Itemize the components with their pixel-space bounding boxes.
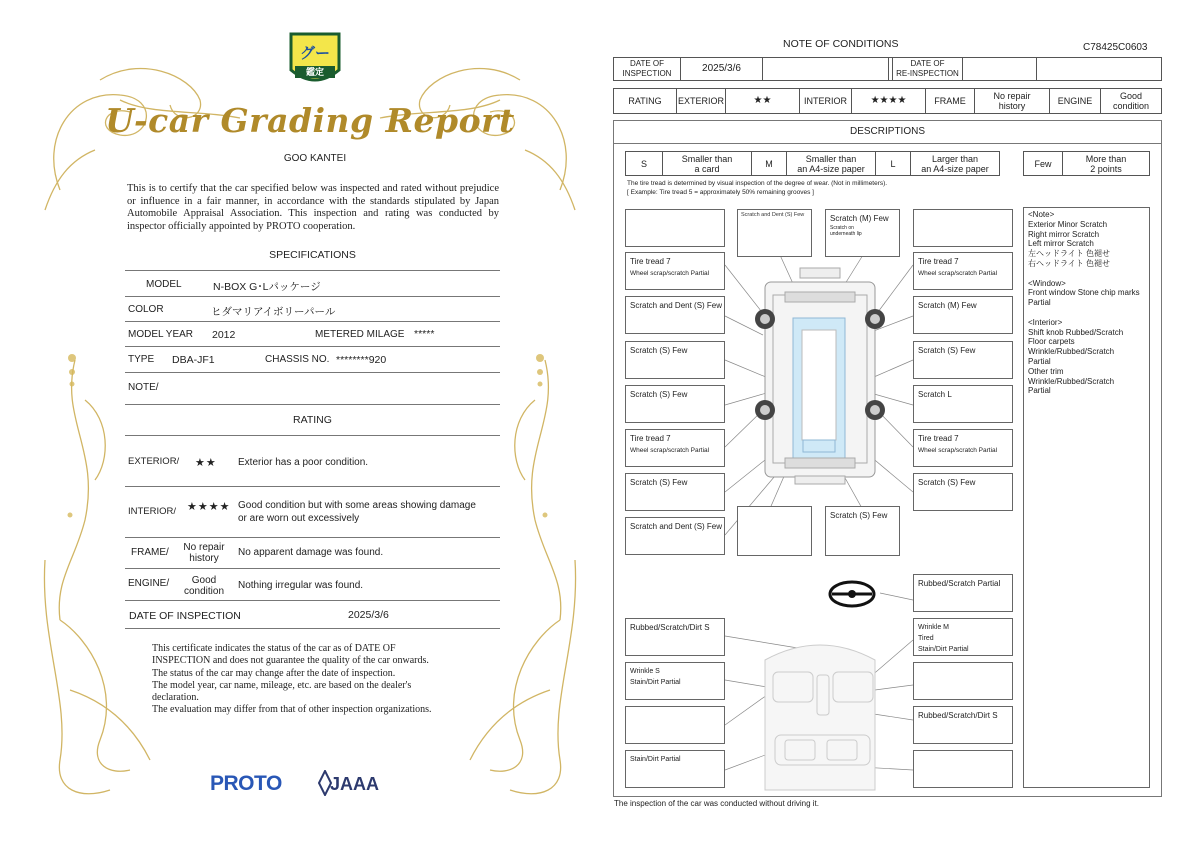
disclaimer-line: The status of the car may change after the date of inspection. — [152, 667, 396, 679]
defect-box-left-front-tire — [625, 252, 725, 290]
defect-box-passenger-seat — [913, 618, 1013, 656]
note-line: Exterior Minor Scratch — [1028, 219, 1108, 229]
disclaimer-line: declaration. — [152, 692, 199, 704]
disclaimer-line: This certificate indicates the status of the car as of DATE OF — [152, 643, 396, 654]
color-label: COLOR — [128, 304, 164, 315]
defect-box-interior-rear-empty — [913, 750, 1013, 788]
defect-line: Tire tread 7 — [630, 434, 671, 443]
interior-stars: ★★★★ — [187, 500, 231, 513]
legend-l: L — [875, 151, 911, 176]
label-line: RE-INSPECTION — [896, 69, 959, 78]
interior-stars: ★★★★ — [851, 88, 926, 114]
divider — [125, 346, 500, 347]
sheet-title: NOTE OF CONDITIONS — [783, 38, 899, 50]
note-line — [1028, 269, 1145, 279]
date-of-inspection-value: 2025/3/6 — [680, 57, 763, 81]
defect-text: Scratch (S) Few — [918, 346, 976, 355]
type-value: DBA-JF1 — [172, 354, 215, 366]
metered-mileage-label: METERED MILAGE — [315, 329, 405, 340]
car-interior-view — [765, 645, 875, 790]
proto-logo: PROTO — [210, 772, 282, 795]
defect-box-right-empty — [913, 209, 1013, 247]
desc-line: Smaller than — [805, 153, 857, 164]
defect-line: Wheel scrap/scratch Partial — [918, 446, 998, 454]
color-value: ヒダマリアイボリーパール — [211, 306, 336, 318]
legend-s: S — [625, 151, 663, 176]
note-line: 左ヘッドライト 色褪せ — [1028, 249, 1110, 259]
interior-label: INTERIOR — [799, 88, 852, 114]
divider — [125, 321, 500, 322]
defect-box-left-empty — [625, 209, 725, 247]
jaaa-logo: JAAA — [330, 774, 380, 794]
defect-line: Tired — [918, 635, 934, 642]
note-line: <Note> — [1028, 210, 1055, 219]
disclaimer-line: The evaluation may differ from that of other inspection organizations. — [152, 704, 432, 716]
divider — [125, 270, 500, 271]
engine-value — [178, 575, 230, 597]
notes-panel — [1023, 207, 1150, 788]
desc-line: an A4-size paper — [921, 163, 989, 174]
defect-box-right-quarter — [913, 473, 1013, 511]
value-line: history — [998, 101, 1026, 111]
frame-label: FRAME — [925, 88, 975, 114]
engine-value-line1: Good — [191, 575, 217, 586]
defect-text: Rubbed/Scratch Partial — [918, 579, 1001, 588]
date-of-inspection-value: 2025/3/6 — [348, 609, 389, 621]
defect-box-front-bumper — [737, 209, 812, 257]
interior-label: INTERIOR/ — [128, 506, 177, 517]
defect-line: Wheel scrap/scratch Partial — [918, 269, 998, 277]
defect-text: Scratch (M) Few — [918, 301, 977, 310]
report-subtitle: GOO KANTEI — [283, 153, 347, 164]
label-line: DATE OF — [629, 59, 665, 68]
note-line: 右ヘッドライト 色褪せ — [1028, 258, 1110, 268]
label-line: DATE OF — [910, 59, 945, 68]
note-line — [1028, 308, 1145, 318]
note-line: Partial — [1028, 298, 1051, 308]
exterior-text: Exterior has a poor condition. — [238, 457, 369, 468]
defect-line: Stain/Dirt Partial — [630, 679, 681, 686]
note-line: Floor carpets — [1028, 337, 1075, 347]
defect-text: Scratch and Dent (S) Few — [741, 212, 805, 218]
defect-text — [918, 256, 997, 279]
note-label: NOTE/ — [128, 382, 159, 393]
defect-box-rear-seat — [625, 750, 725, 788]
defect-text — [918, 622, 969, 655]
steering-wheel-icon — [830, 582, 874, 606]
divider — [125, 372, 500, 373]
defect-box-front-lip — [825, 209, 900, 257]
specifications-heading: SPECIFICATIONS — [269, 249, 356, 261]
type-label: TYPE — [128, 354, 155, 365]
defect-text: Scratch and Dent (S) Few — [630, 301, 723, 310]
badge-sub-text: 鑑定 — [295, 66, 335, 78]
disclaimer — [152, 643, 472, 717]
note-line: Wrinkle/Rubbed/Scratch — [1028, 347, 1115, 357]
defect-box-interior-empty — [625, 706, 725, 744]
disclaimer-line: INSPECTION and does not guarantee the quality of the car onwards. — [152, 655, 429, 667]
defect-line: Scratch (M) Few — [830, 214, 889, 223]
value-line: No repair — [993, 91, 1031, 101]
chassis-label: CHASSIS NO. — [265, 354, 330, 365]
defect-box-right-front-tire — [913, 252, 1013, 290]
rating-label: RATING — [613, 88, 677, 114]
engine-label: ENGINE — [1049, 88, 1101, 114]
divider — [125, 628, 500, 629]
footer-logos — [210, 768, 400, 798]
model-value: N-BOX G･Lパッケージ — [213, 281, 321, 293]
frame-value-line2: history — [189, 553, 219, 564]
date-of-inspection-label: DATE OF INSPECTION — [129, 610, 241, 622]
defect-box-rear-gate — [825, 506, 900, 556]
label-line: INSPECTION — [622, 69, 672, 78]
defect-box-right-front-door — [913, 341, 1013, 379]
note-line: Wrinkle/Rubbed/Scratch — [1028, 376, 1115, 386]
frame-text: No apparent damage was found. — [238, 547, 384, 558]
defect-box-left-front-fender — [625, 296, 725, 334]
exterior-label: EXTERIOR — [676, 88, 726, 114]
note-line: Partial — [1028, 356, 1051, 366]
tread-note-line1: The tire tread is determined by visual inspection of the degree of wear. (Not in millimeters). — [627, 180, 888, 187]
tread-note-line2: [ Example: Tire tread 5 = approximately 50% remaining grooves ] — [627, 189, 814, 196]
exterior-label: EXTERIOR/ — [128, 456, 180, 467]
desc-line: a card — [694, 163, 720, 174]
rating-heading: RATING — [293, 414, 332, 426]
note-line: Other trim — [1028, 366, 1064, 376]
defect-text: Rubbed/Scratch/Dirt S — [630, 623, 710, 632]
frame-value-line1: No repair — [183, 542, 225, 553]
note-line: <Window> — [1028, 278, 1066, 288]
defect-line: Stain/Dirt Partial — [918, 646, 969, 653]
frame-value — [178, 542, 230, 564]
defect-box-left-quarter — [625, 473, 725, 511]
divider — [125, 568, 500, 569]
model-label: MODEL — [146, 279, 182, 290]
defect-text: Scratch and Dent (S) Few — [630, 522, 723, 531]
defect-box-right-rear-door — [913, 385, 1013, 423]
divider — [125, 600, 500, 601]
defect-box-right-rear-tire — [913, 429, 1013, 467]
legend-few: Few — [1023, 151, 1063, 176]
note-line: Shift knob Rubbed/Scratch — [1028, 327, 1124, 337]
model-year-label: MODEL YEAR — [128, 329, 194, 340]
legend-m: M — [751, 151, 787, 176]
defect-box-left-rear-door — [625, 385, 725, 423]
desc-line: 2 points — [1090, 163, 1122, 174]
defect-text — [630, 433, 709, 456]
defect-line: Tire tread 7 — [918, 434, 959, 443]
value-line: condition — [1112, 101, 1150, 111]
certification-statement: This is to certify that the car specified below was inspected and rated without prejudice or influence in a fair manner, in accordance with the standards stipulated by Japan Automobile Appraisal Association. This inspection and rating was conducted by inspector officially appointed by PROTO cooperation. — [127, 183, 499, 232]
desc-line: Smaller than — [681, 153, 733, 164]
defect-text: Scratch (S) Few — [630, 346, 688, 355]
divider — [125, 486, 500, 487]
defect-text — [630, 256, 709, 279]
defect-line: Scratch on underneath lip — [830, 224, 862, 237]
divider — [125, 404, 500, 405]
metered-mileage-value: ***** — [414, 328, 435, 340]
note-line: Front window Stone chip marks — [1028, 288, 1140, 298]
frame-label: FRAME/ — [131, 547, 169, 558]
defect-line: Tire tread 7 — [630, 257, 671, 266]
defect-box-right-front-fender — [913, 296, 1013, 334]
defect-box-steering — [913, 574, 1013, 612]
defect-text — [830, 213, 889, 237]
sheet-code: C78425C0603 — [1083, 42, 1148, 53]
chassis-value: ********920 — [336, 354, 387, 366]
disclaimer-line: The model year, car name, mileage, etc. are based on the dealer's — [152, 679, 412, 691]
defect-text: Scratch L — [918, 390, 952, 399]
exterior-stars: ★★ — [725, 88, 800, 114]
note-line: <Interior> — [1028, 317, 1063, 327]
model-year-value: 2012 — [212, 329, 236, 341]
badge-main-text: グー — [299, 45, 330, 62]
defect-line: Wrinkle S — [630, 668, 660, 675]
report-title: U-car Grading Report — [105, 101, 515, 140]
divider — [125, 537, 500, 538]
defect-box-left-front-door — [625, 341, 725, 379]
defect-box-dashboard — [625, 618, 725, 656]
desc-line: More than — [1085, 153, 1127, 164]
descriptions-heading: DESCRIPTIONS — [849, 126, 925, 137]
note-line: Partial — [1028, 386, 1051, 396]
defect-text: Stain/Dirt Partial — [630, 756, 681, 763]
defect-text: Scratch (S) Few — [830, 511, 888, 520]
engine-text: Nothing irregular was found. — [238, 580, 364, 591]
desc-line: Larger than — [931, 153, 979, 164]
defect-line: Wheel scrap/scratch Partial — [630, 446, 710, 454]
footer-note: The inspection of the car was conducted without driving it. — [614, 799, 819, 808]
defect-line: Tire tread 7 — [918, 257, 959, 266]
note-line: Left mirror Scratch — [1028, 239, 1094, 249]
defect-text — [630, 666, 681, 688]
defect-box-left-rear-tire — [625, 429, 725, 467]
interior-text-line1: Good condition but with some areas showing damage — [238, 500, 476, 511]
defect-box-rear-empty — [737, 506, 812, 556]
exterior-stars: ★★ — [195, 456, 217, 469]
desc-line: an A4-size paper — [797, 163, 865, 174]
divider — [125, 296, 500, 297]
goo-kantei-badge — [287, 30, 343, 90]
interior-text-line2: or are worn out excessively — [238, 513, 360, 524]
car-top-view — [755, 268, 885, 484]
defect-text: Scratch (S) Few — [630, 390, 688, 399]
defect-box-driver-seat — [625, 662, 725, 700]
defect-text: Rubbed/Scratch/Dirt S — [918, 711, 998, 720]
value-line: Good — [1119, 91, 1143, 101]
engine-value-line2: condition — [183, 586, 225, 597]
defect-text: Scratch (S) Few — [918, 478, 976, 487]
defect-box-interior-right-empty — [913, 662, 1013, 700]
divider — [125, 435, 500, 436]
defect-text: Scratch (S) Few — [630, 478, 688, 487]
note-of-conditions-sheet — [605, 0, 1200, 848]
defect-box-rear-bumper-left — [625, 517, 725, 555]
defect-line: Wrinkle M — [918, 624, 949, 631]
engine-label: ENGINE/ — [128, 578, 170, 589]
defect-line: Wheel scrap/scratch Partial — [630, 269, 710, 277]
defect-text — [918, 433, 997, 456]
defect-box-center-console — [913, 706, 1013, 744]
note-line: Right mirror Scratch — [1028, 229, 1100, 239]
